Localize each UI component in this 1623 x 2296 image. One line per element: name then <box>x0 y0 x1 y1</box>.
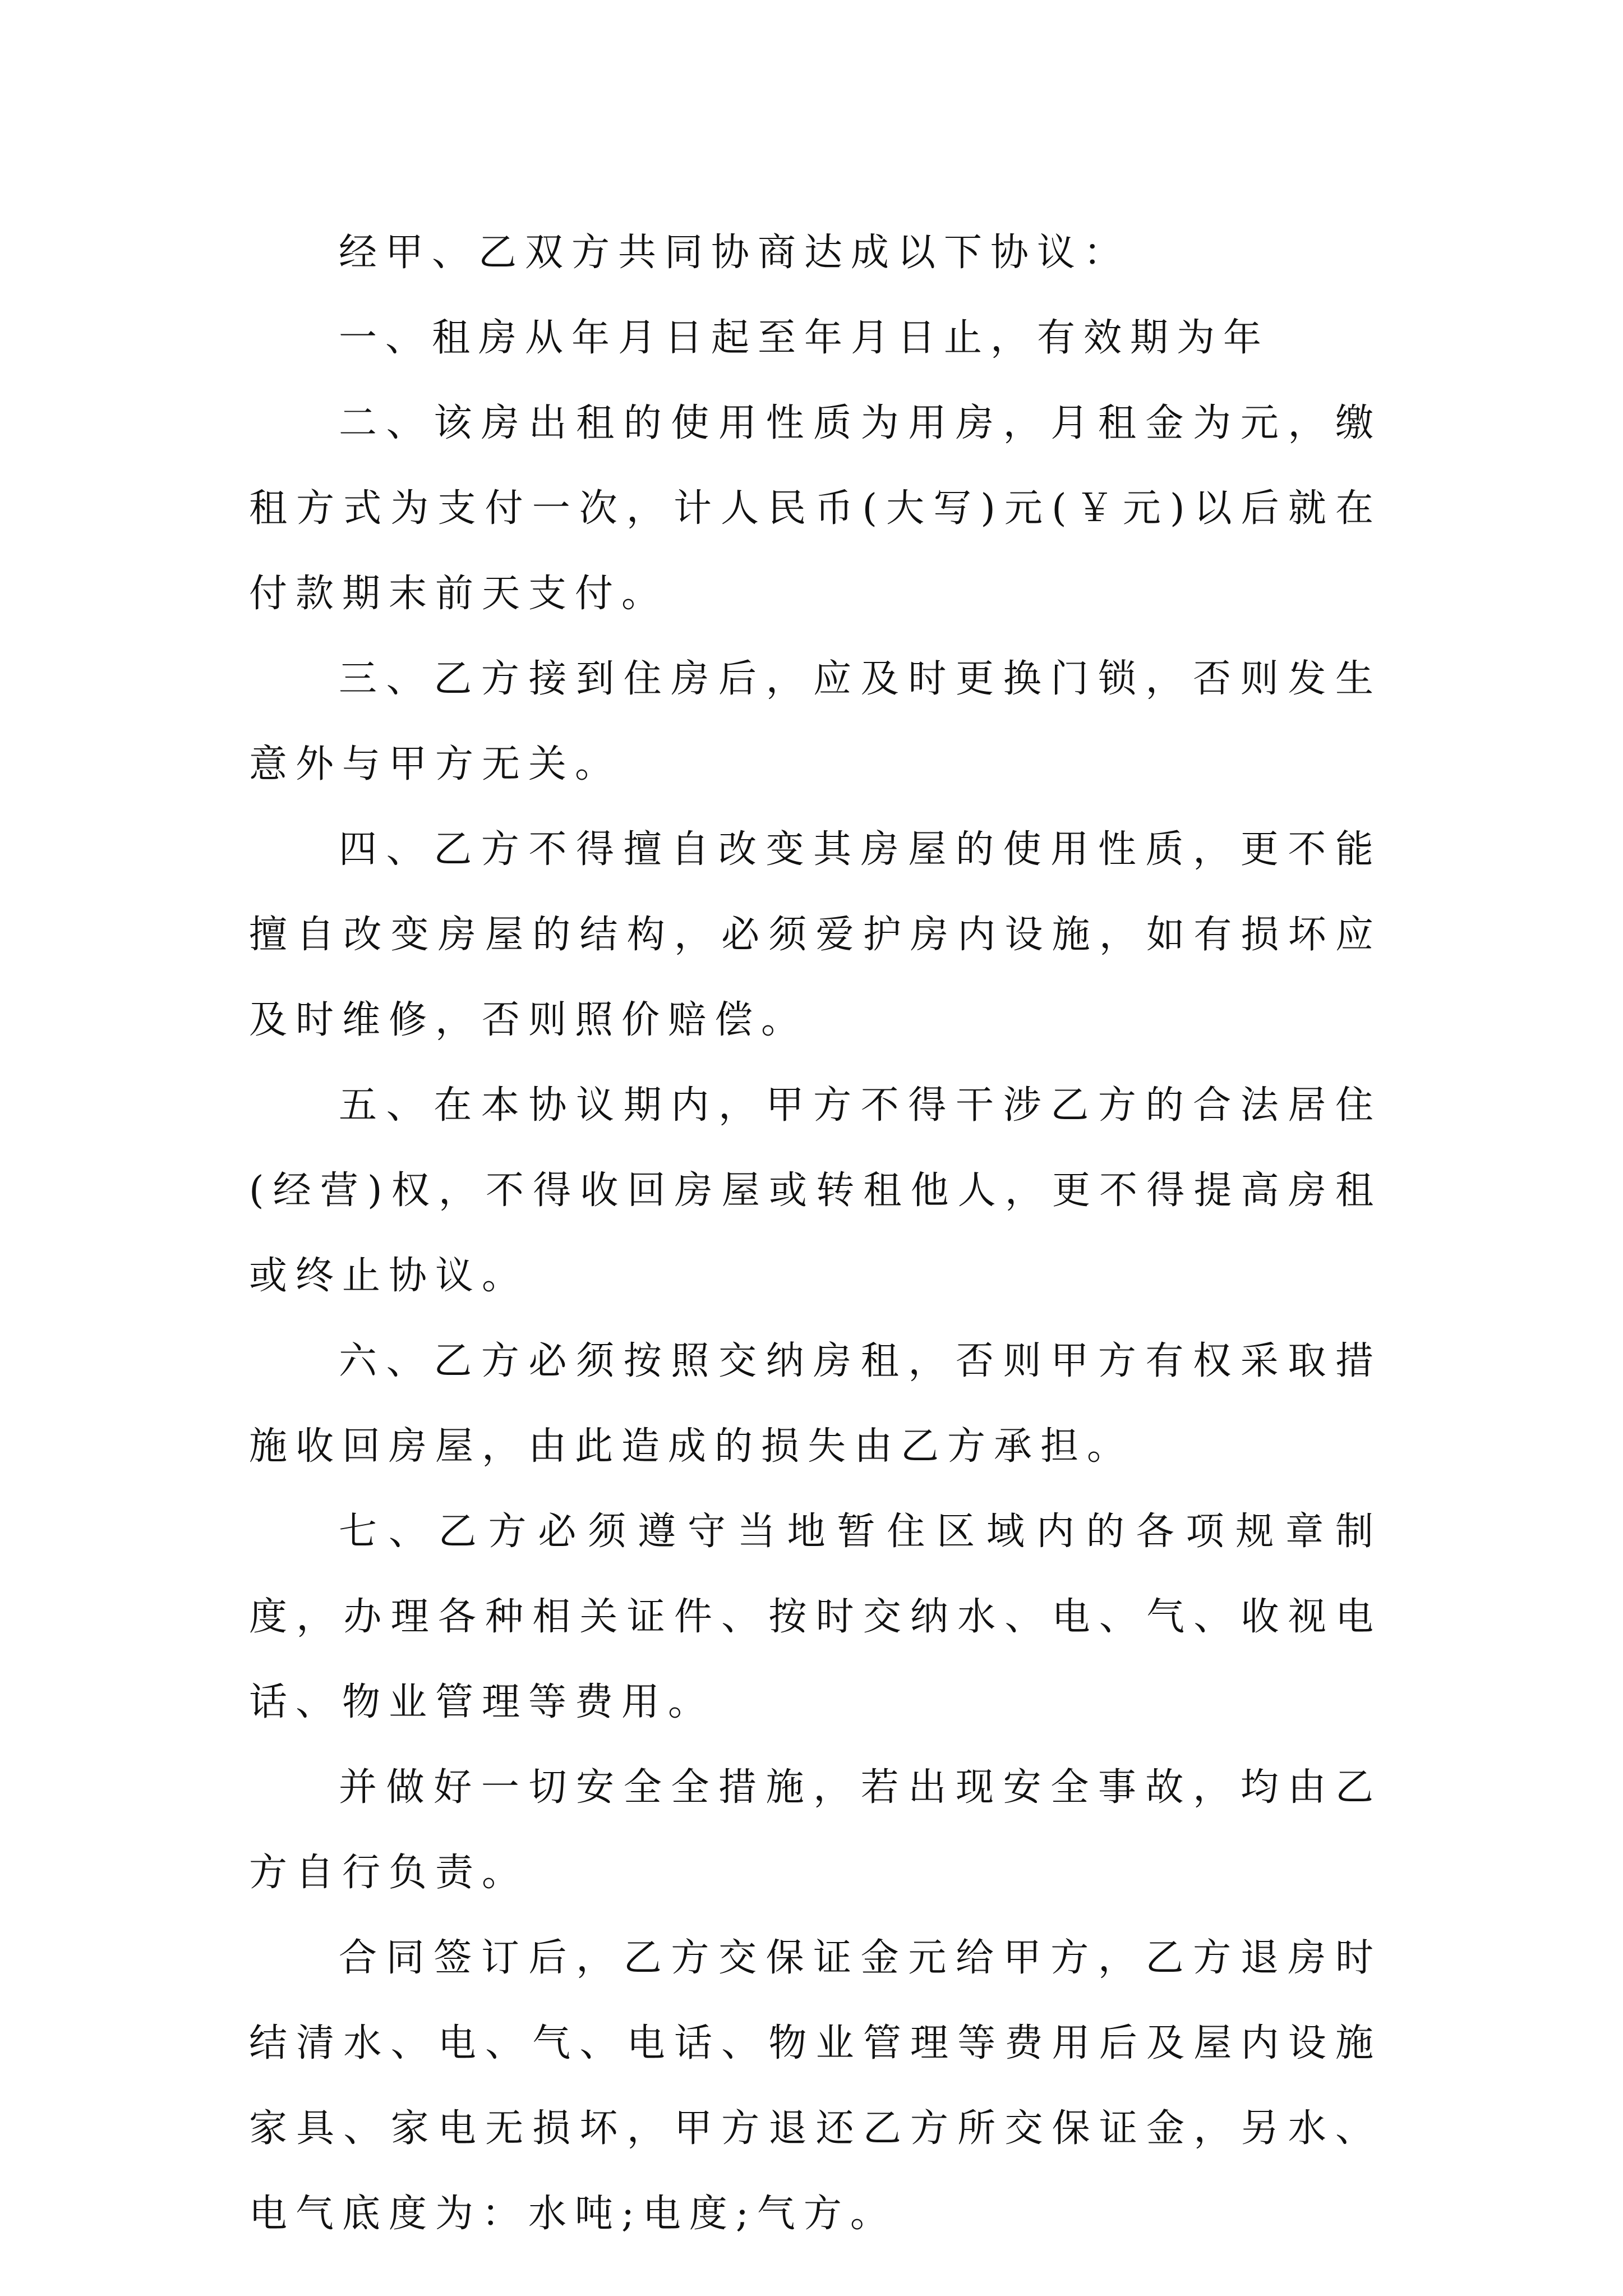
paragraph-clause-6: 六、乙方必须按照交纳房租，否则甲方有权采取措施收回房屋，由此造成的损失由乙方承担。 <box>249 1339 1382 1469</box>
paragraph-clause-2: 二、该房出租的使用性质为用房，月租金为元，缴租方式为支付一次，计人民币(大写)元(￥元)以后就在付款期末前天支付。 <box>249 401 1382 616</box>
paragraph-clause-4: 四、乙方不得擅自改变其房屋的使用性质，更不能擅自改变房屋的结构，必须爱护房内设施，如有损坏应及时维修，否则照价赔偿。 <box>249 827 1382 1042</box>
paragraph-safety: 并做好一切安全全措施，若出现安全事故，均由乙方自行负责。 <box>249 1765 1382 1895</box>
paragraph-clause-3: 三、乙方接到住房后，应及时更换门锁，否则发生意外与甲方无关。 <box>249 657 1382 786</box>
document-body <box>249 210 1382 2257</box>
paragraph-intro: 经甲、乙双方共同协商达成以下协议： <box>339 231 1131 275</box>
paragraph-clause-7: 七、乙方必须遵守当地暂住区域内的各项规章制度，办理各种相关证件、按时交纳水、电、气、收视电话、物业管理等费用。 <box>249 1510 1382 1724</box>
paragraph-deposit: 合同签订后，乙方交保证金元给甲方，乙方退房时结清水、电、气、电话、物业管理等费用后及屋内设施家具、家电无损坏，甲方退还乙方所交保证金，另水、电气底度为：水吨;电度;气方。 <box>249 1936 1382 2236</box>
paragraph-clause-1: 一、租房从年月日起至年月日止，有效期为年 <box>339 316 1270 360</box>
paragraph-clause-5: 五、在本协议期内，甲方不得干涉乙方的合法居住(经营)权，不得收回房屋或转租他人，更不得提高房租或终止协议。 <box>249 1083 1382 1298</box>
